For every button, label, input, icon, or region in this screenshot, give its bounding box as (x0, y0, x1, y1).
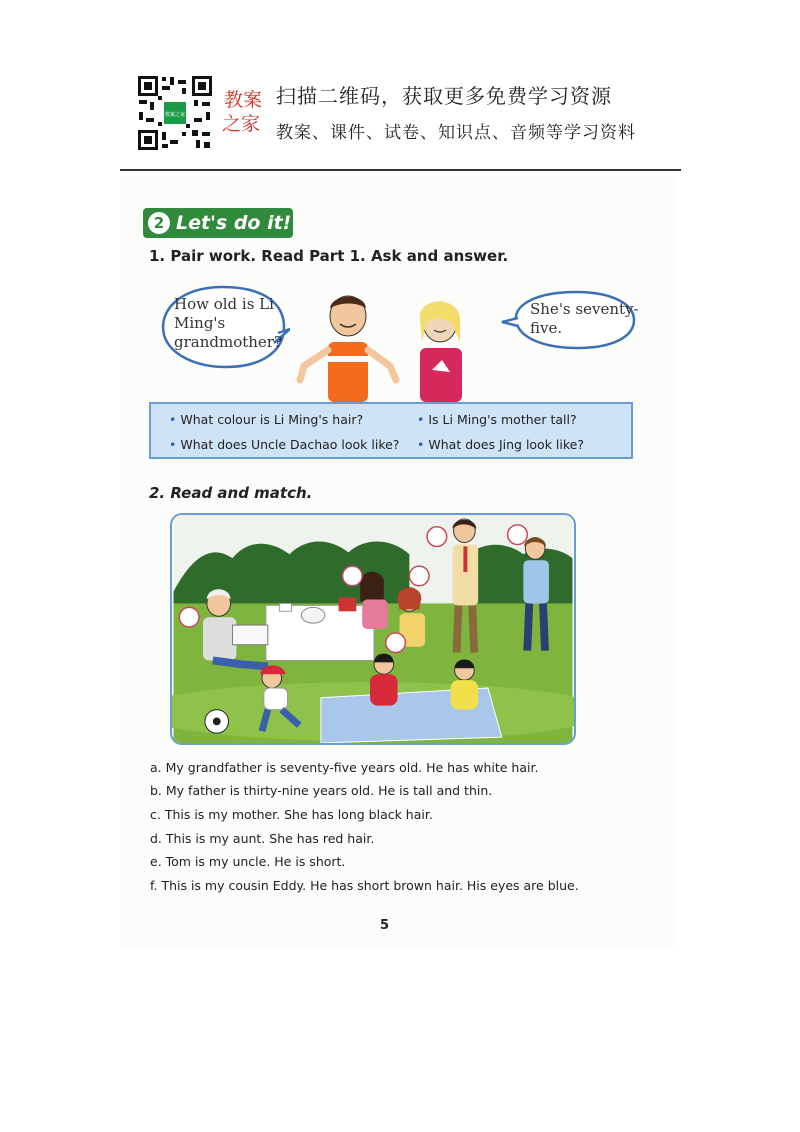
children-illustration (290, 290, 490, 402)
question-item (417, 437, 584, 452)
section-number: 2 (148, 212, 170, 234)
header-subtagline: 教案、课件、试卷、知识点、音频等学习资料 (276, 123, 636, 143)
section-title: Let's do it! (176, 212, 292, 234)
bubble-right-text: She's seventy-five. (530, 300, 639, 337)
match-sentence: e. Tom is my uncle. He is short. (150, 854, 346, 869)
brand-line-1: 教案 (224, 89, 263, 111)
bubble-left-text: How old is Li Ming's grandmother? (174, 295, 283, 351)
question-item (417, 412, 577, 427)
match-sentence: d. This is my aunt. She has red hair. (150, 831, 375, 846)
qr-center-text: 教案之家 (164, 112, 186, 118)
section-badge (143, 208, 293, 238)
match-sentence: f. This is my cousin Eddy. He has short brown hair. His eyes are blue. (150, 878, 579, 893)
match-sentence: c. This is my mother. She has long black hair. (150, 807, 433, 822)
bullet-icon: • (169, 437, 177, 452)
family-picnic-illustration (170, 513, 576, 745)
header-tagline: 扫描二维码，获取更多免费学习资源 (276, 84, 612, 108)
question-item (169, 412, 363, 427)
match-sentence: a. My grandfather is seventy-five years old. He has white hair. (150, 760, 539, 775)
qr-code (136, 74, 214, 152)
question-text: What does Uncle Dachao look like? (180, 437, 400, 452)
bullet-icon: • (169, 412, 177, 427)
task1-heading: 1. Pair work. Read Part 1. Ask and answer. (149, 247, 509, 265)
question-text: What colour is Li Ming's hair? (180, 412, 364, 427)
header-divider (120, 169, 681, 171)
brand-line-2: 之家 (222, 113, 261, 135)
page-number: 5 (380, 918, 390, 933)
bullet-icon: • (417, 412, 425, 427)
question-text: What does Jing look like? (428, 437, 584, 452)
question-item (169, 437, 399, 452)
match-sentence: b. My father is thirty-nine years old. He is tall and thin. (150, 783, 493, 798)
task2-heading: 2. Read and match. (149, 484, 313, 502)
brand-logo (222, 88, 268, 136)
question-text: Is Li Ming's mother tall? (428, 412, 577, 427)
bullet-icon: • (417, 437, 425, 452)
